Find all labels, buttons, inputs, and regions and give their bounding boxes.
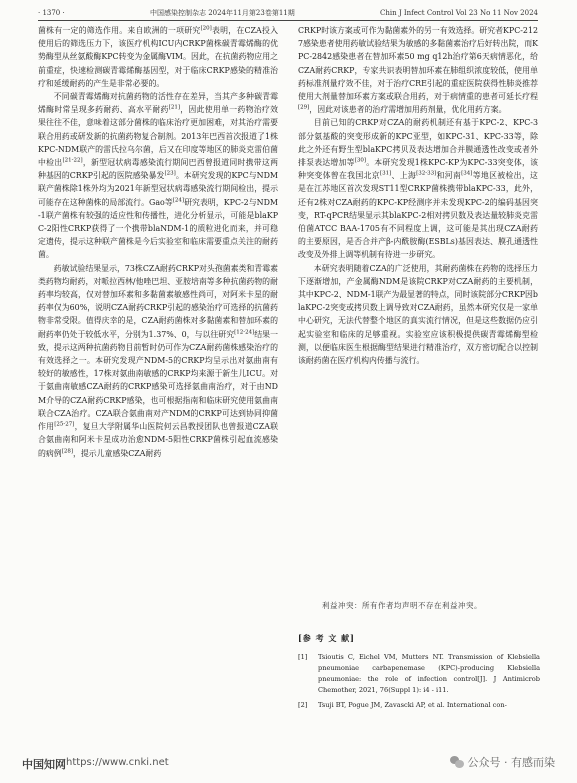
reference-text: Tsuji BT, Pogue JM, Zavascki AP, et al. International con- xyxy=(318,701,507,709)
page-number: · 1370 · xyxy=(38,9,65,17)
references-list xyxy=(298,652,540,715)
paragraph-text: 等地区被检出，这是在江苏地区首次发现ST11型CRKP菌株携带blaKPC-33，此外，还有2株对CZA耐药的KPC-KP经测序并未发现KPC-2的编码基因突变，RT-qPCR结果显示其blaKPC-2相对拷贝数及表达量较肺炎克雷伯菌ATCC BAA-1705有不同程度上调，这可能是其出现CZA耐药的主要原因，是否合并产β-内酰胺酶(ESBLs)基因表达、膜孔通透性改变及外排上调等机制有待进一步研究。 xyxy=(298,171,538,260)
journal-title-en: Chin J Infect Control Vol 23 No 11 Nov 2024 xyxy=(379,9,538,17)
reference-text: Tsioutis C, Eichel VM, Mutters NT. Transmission of Klebsiella pneumoniae carbapenemase (KPC)-producing Klebsiella pneumoniae: the role of infection control[J]. J Antimicrob Chemother, 2021, 76(Suppl 1): i4 - i11. xyxy=(318,653,540,694)
right-column xyxy=(298,24,538,367)
reference-number: [2] xyxy=(298,701,308,709)
wechat-watermark xyxy=(450,754,556,770)
paragraph-text: ，复旦大学附属华山医院何云昌教授团队也曾报道CZA联合氨曲南和阿米卡星成功治愈NDM-5阳性CRKP菌株引起血流感染的病例 xyxy=(38,422,278,458)
paragraph-text: ，提示儿童感染CZA耐药 xyxy=(72,448,162,458)
citation-marker: [25-27] xyxy=(54,421,75,428)
body-paragraph xyxy=(298,116,538,261)
body-paragraph xyxy=(38,262,278,460)
paragraph-text: 、上海 xyxy=(391,171,417,181)
paragraph-text: 表明，在CZA投入使用后的筛选压力下，该医疗机构ICU内CRKP菌株碳青霉烯酶的优势酶型从丝氨酸酶KPC转变为金属酶VIM。因此，在抗菌药物应用之前重症，快速检测碳青霉烯酶基因型，对于临床CRKP感染的精准治疗和延缓耐药的产生是非常必要的。 xyxy=(38,26,278,88)
paragraph-text: ，新型冠状病毒感染流行期间巴西曾报道同时携带这两种基因的CRKP引起的医院感染暴发 xyxy=(38,158,278,181)
citation-marker: [20] xyxy=(200,25,212,32)
reference-item xyxy=(298,700,540,711)
reference-item xyxy=(298,652,540,696)
citation-marker: [21] xyxy=(168,104,180,111)
references-heading: [参 考 文 献] xyxy=(298,633,355,643)
paragraph-text: ，因此使用单一药物治疗效果往往不佳，意味着这部分菌株的临床治疗更加困难，对其治疗需要联合用药或研发新的抗菌药物复合制剂。2013年巴西首次报道了1株KPC-NDM联产的雷氏拉乌尔菌，后又在印度等地区的肺炎克雷伯菌中检出 xyxy=(38,105,278,168)
watermark-text: 公众号 · 有感而染 xyxy=(467,756,555,769)
paragraph-text: CRKP时该方案或可作为黏菌素外的另一有效选择。研究者KPC-2127感染患者使用药敏试验结果为敏感的多黏菌素治疗后好转出院，而KPC-2842感染患者在替加环素50 mg q12h治疗第6天病情恶化，给CZA耐药CRKP，专家共识表明替加环素在肺组织浓度较低，使用单药标准剂量疗效不佳，对于治疗CRE引起的重症医院获得性肺炎推荐使用大剂量替加环素方案或联合用药，对于病情重的患者可延长疗程 xyxy=(298,26,538,102)
cnki-url: https://www.cnki.net xyxy=(66,757,169,768)
paragraph-text: 结果一致，提示这两种抗菌药物目前暂时仍可作为CZA耐药菌株感染治疗的有效选择之一。本研究发现产NDM-5的CRKP均呈示出对氨曲南有较好的敏感性，17株对氨曲南敏感的CRKP均来源于新生儿ICU。对于氨曲南敏感CZA耐药的CRKP感染可选择氨曲南治疗，对于由NDM介导的CZA耐药CRKP感染，也可根据指南和临床研究使用氨曲南联合CZA治疗。CZA联合氨曲南对产NDM的CRKP可达到协同抑菌作用 xyxy=(38,329,278,432)
paragraph-text: 和河南 xyxy=(436,171,462,181)
left-column xyxy=(38,24,278,460)
reference-number: [1] xyxy=(298,653,308,661)
citation-marker: [28] xyxy=(61,447,73,454)
body-paragraph xyxy=(298,262,538,368)
wechat-icon xyxy=(450,756,464,768)
citation-marker: [34] xyxy=(461,170,473,177)
header-rule xyxy=(38,20,538,21)
body-paragraph xyxy=(38,90,278,262)
citation-marker: [23] xyxy=(164,170,176,177)
body-paragraph xyxy=(298,24,538,116)
citation-marker: [12-24] xyxy=(234,329,255,336)
paragraph-text: 菌株有一定的筛选作用。来自欧洲的一项研究 xyxy=(38,26,201,35)
paragraph-text: 本研究表明随着CZA的广泛使用，其耐药菌株在药物的选择压力下逐渐增加，产金属酶NDM是该院CRKP对CZA耐药的主要机制，其中KPC-2、NDM-1联产为最显著的特点，同时该院部分CRKP因blaKPC-2突变或拷贝数上调导致对CZA耐药，虽然本研究仅是一家单中心研究，无法代替整个地区的真实流行情况，但是这些数据仍应引起实验室和临床的足够重视。实验室应该积极提供碳青霉烯酶型检测，以便临床医生根据酶型结果进行精准治疗，双方密切配合以控制该耐药菌在医疗机构内传播与流行。 xyxy=(298,263,538,366)
paragraph-text: 药敏试验结果显示，73株CZA耐药CRKP对头孢菌素类和青霉素类药物均耐药，对哌拉西林/他唑巴坦、亚胺培南等多种抗菌药物的耐药率均较高，仅对替加环素和多黏菌素敏感性尚可，对阿米卡星的耐药率仅为60%，说明CZA耐药CRKP引起的感染治疗可选择的抗菌药物非常受限。值得庆幸的是，CZA耐药菌株对多黏菌素和替加环素的耐药率仍处于较低水平，分别为1.37%、0，与以往研究 xyxy=(38,263,278,339)
citation-marker: [21-22] xyxy=(62,157,83,164)
running-header xyxy=(38,6,538,20)
paragraph-text: 。本研究发现1株KPC-KP为KPC-33突变体，该种突变体曾在我国北京 xyxy=(298,158,538,181)
cnki-logo: 中国知网 xyxy=(22,758,66,771)
paragraph-text: 目前已知的CRKP对CZA的耐药机制还有基于KPC-2、KPC-3部分氨基酸的突变形成新的KPC亚型，如KPC-31、KPC-33等，除此之外还有野生型blaKPC拷贝及表达增加合并膜通透性改变或者外排泵表达增加等 xyxy=(298,118,538,168)
paragraph-text: ，因此对该患者的治疗需增加用药剂量，优化用药方案。 xyxy=(309,105,507,115)
paragraph-text: 研究表明，KPC-2与NDM-1联产菌株有较强的适应性和传播性，进化分析显示，可能是blaKPC-2阳性CRKP获得了一个携带blaNDM-1的质粒进化而来，并可稳定遗传，提示这种联产菌株是今后实验室和临床需要重点关注的耐药菌。 xyxy=(38,197,278,260)
conflict-of-interest-statement: 利益冲突：所有作者均声明不存在利益冲突。 xyxy=(322,601,482,610)
citation-marker: [32-33] xyxy=(416,170,437,177)
citation-marker: [24] xyxy=(172,197,185,204)
page-footer xyxy=(0,752,577,783)
paragraph-text: 。本研究发现的KPC与NDM联产菌株除1株外均为2021年新型冠状病毒感染流行期间检出，提示可能存在这种菌株的局部流行。Gao等 xyxy=(38,171,278,207)
citation-marker: [31] xyxy=(379,170,392,177)
citation-marker: [29] xyxy=(298,104,310,111)
paragraph-text: 不同碳青霉烯酶对抗菌药物的活性存在差异，当其产多种碳青霉烯酶时常呈现多药耐药、高水平耐药 xyxy=(38,92,278,115)
citation-marker: [30] xyxy=(354,157,366,164)
journal-title-cn: 中国感染控制杂志 2024年11月第23卷第11期 xyxy=(149,9,295,17)
body-paragraph xyxy=(38,24,278,90)
